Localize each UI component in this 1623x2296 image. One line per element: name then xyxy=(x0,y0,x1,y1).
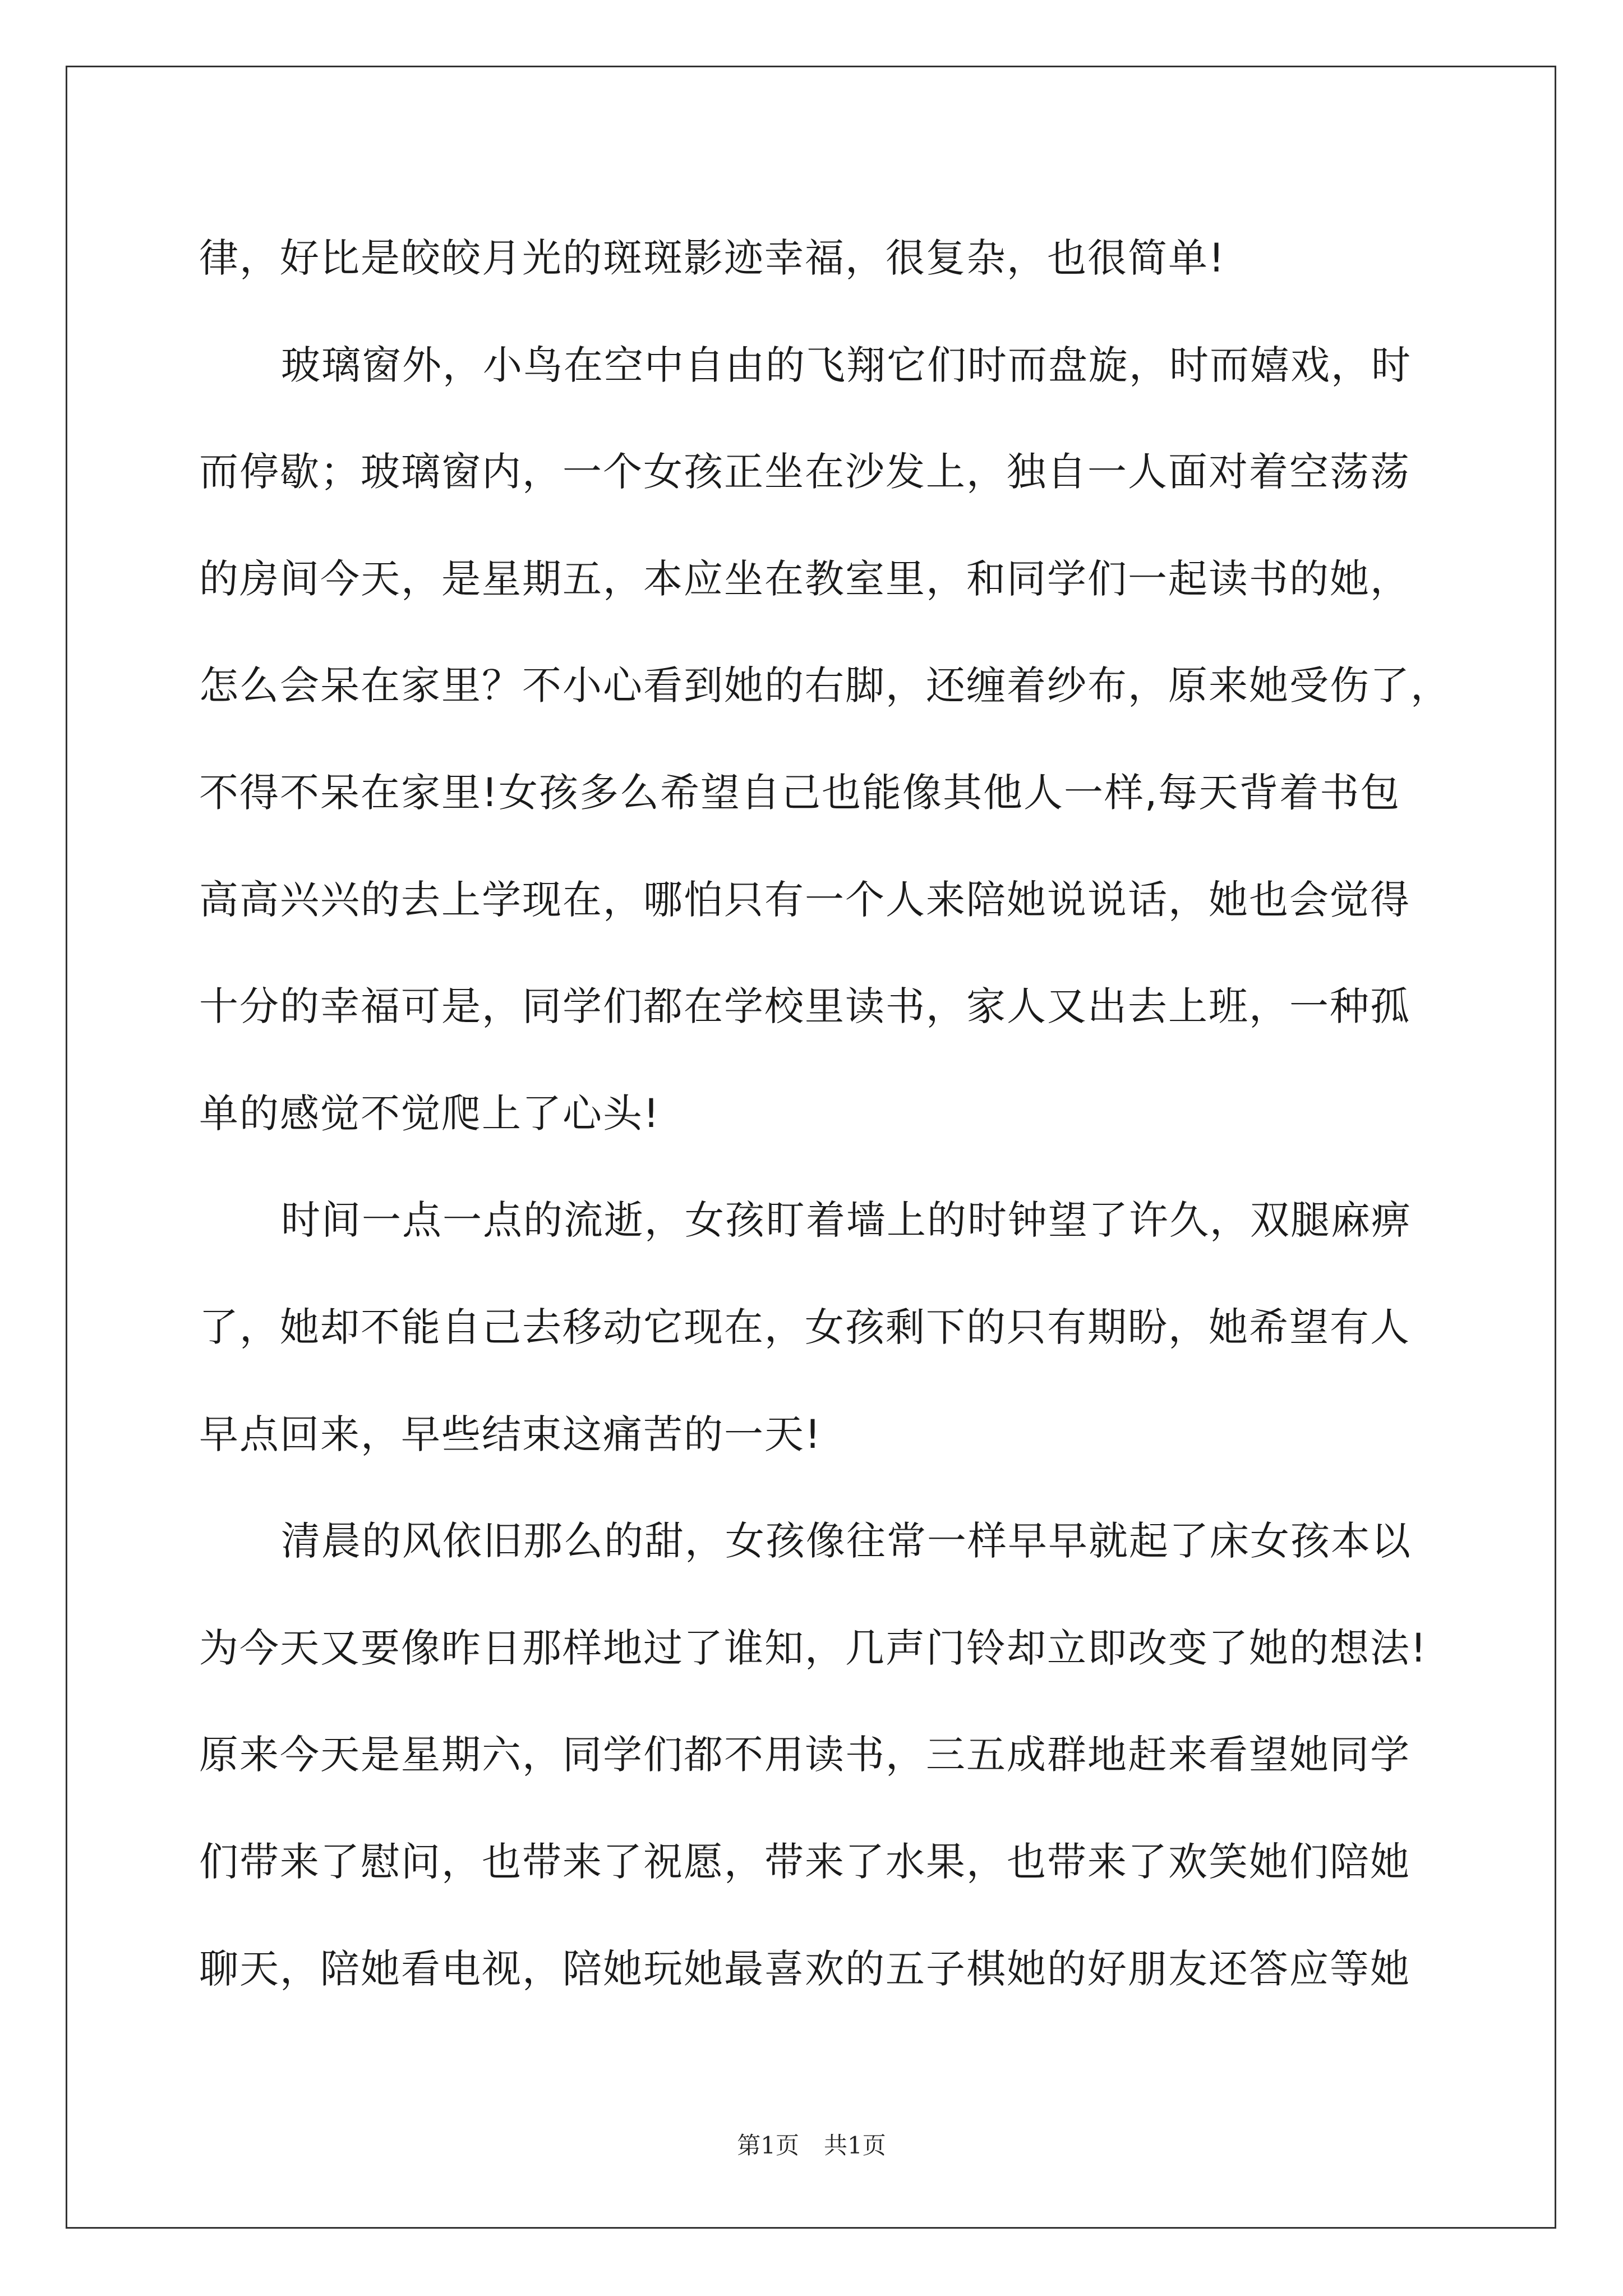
text-line: 玻璃窗外，小鸟在空中自由的飞翔它们时而盘旋，时而嬉戏，时 xyxy=(281,342,1412,388)
text-line: 而停歇；玻璃窗内，一个女孩正坐在沙发上，独自一人面对着空荡荡 xyxy=(199,449,1410,495)
text-line: 律，好比是皎皎月光的斑斑影迹幸福，很复杂，也很简单! xyxy=(199,235,1226,281)
page-number: 第1页 xyxy=(737,2132,799,2159)
text-line: 为今天又要像昨日那样地过了谁知，几声门铃却立即改变了她的想法! xyxy=(199,1625,1428,1671)
text-line: 高高兴兴的去上学现在，哪怕只有一个人来陪她说说话，她也会觉得 xyxy=(199,876,1410,923)
text-line: 早点回来，早些结束这痛苦的一天! xyxy=(199,1411,822,1457)
text-line: 了，她却不能自己去移动它现在，女孩剩下的只有期盼，她希望有人 xyxy=(199,1304,1410,1350)
document-body xyxy=(199,205,1451,2022)
text-line: 怎么会呆在家里？不小心看到她的右脚，还缠着纱布，原来她受伤了， xyxy=(199,662,1451,709)
page-footer xyxy=(0,2127,1623,2161)
text-line: 的房间今天，是星期五，本应坐在教室里，和同学们一起读书的她， xyxy=(199,555,1410,602)
text-line: 单的感觉不觉爬上了心头! xyxy=(199,1090,661,1137)
text-line: 聊天，陪她看电视，陪她玩她最喜欢的五子棋她的好朋友还答应等她 xyxy=(199,1945,1410,1992)
page-total: 共1页 xyxy=(824,2132,886,2159)
text-line: 原来今天是星期六，同学们都不用读书，三五成群地赶来看望她同学 xyxy=(199,1732,1410,1778)
text-line: 十分的幸福可是，同学们都在学校里读书，家人又出去上班，一种孤 xyxy=(199,983,1410,1030)
text-line: 时间一点一点的流逝，女孩盯着墙上的时钟望了许久，双腿麻痹 xyxy=(281,1197,1412,1244)
text-line: 清晨的风依旧那么的甜，女孩像往常一样早早就起了床女孩本以 xyxy=(281,1518,1412,1565)
text-line: 们带来了慰问，也带来了祝愿，带来了水果，也带来了欢笑她们陪她 xyxy=(199,1838,1410,1885)
text-line: 不得不呆在家里!女孩多么希望自己也能像其他人一样,每天背着书包 xyxy=(199,769,1401,816)
